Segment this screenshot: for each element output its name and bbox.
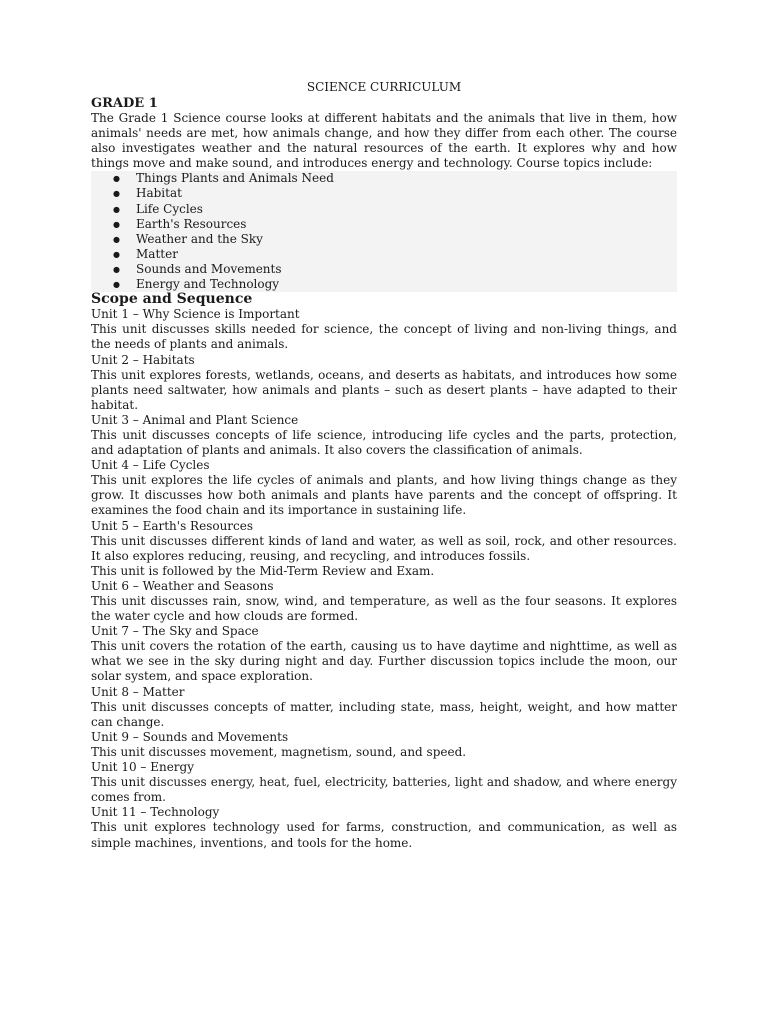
bullet-icon: ● xyxy=(113,234,120,244)
list-item xyxy=(91,277,677,292)
unit-title: Unit 4 – Life Cycles xyxy=(91,458,210,473)
unit-description: This unit discusses movement, magnetism, sound, and speed. xyxy=(91,744,467,759)
bullet-icon: ● xyxy=(113,174,120,184)
bullet-icon: ● xyxy=(113,204,120,214)
unit-3 xyxy=(91,413,677,458)
unit-title: Unit 3 – Animal and Plant Science xyxy=(91,412,299,427)
unit-5 xyxy=(91,519,677,579)
list-item xyxy=(91,186,677,201)
unit-title: Unit 1 – Why Science is Important xyxy=(91,307,300,322)
scope-heading: Scope and Sequence xyxy=(91,291,253,308)
intro-paragraph: The Grade 1 Science course looks at different habitats and the animals that live in them, how animals' needs are met, how animals change, and how they differ from each other. The course also investigates weather and the natural resources of the earth. It explores why and how things move and make sound, and introduces energy and technology. Course topics include: xyxy=(91,111,677,171)
list-item xyxy=(91,247,677,262)
unit-description: This unit explores technology used for farms, construction, and communication, as well as simple machines, inventions, and tools for the home. xyxy=(91,820,677,850)
unit-title: Unit 5 – Earth's Resources xyxy=(91,518,254,533)
bullet-icon: ● xyxy=(113,189,120,199)
unit-title: Unit 9 – Sounds and Movements xyxy=(91,729,289,744)
course-topics-list xyxy=(91,171,677,292)
bullet-icon: ● xyxy=(113,280,120,290)
topic-label: Weather and the Sky xyxy=(136,231,263,246)
unit-6 xyxy=(91,579,677,624)
bullet-icon: ● xyxy=(113,264,120,274)
list-item xyxy=(91,232,677,247)
topic-label: Energy and Technology xyxy=(136,277,280,292)
unit-7 xyxy=(91,624,677,684)
document-page xyxy=(91,78,677,851)
unit-title: Unit 8 – Matter xyxy=(91,684,185,699)
document-title: SCIENCE CURRICULUM xyxy=(306,80,462,94)
unit-8 xyxy=(91,685,677,730)
unit-title: Unit 10 – Energy xyxy=(91,760,195,775)
unit-4 xyxy=(91,458,677,518)
unit-description: This unit covers the rotation of the earth, causing us to have daytime and nighttime, as well as what we see in the sky during night and day. Further discussion topics include the moon, our solar system, and space exploration. xyxy=(91,639,677,684)
unit-11 xyxy=(91,805,677,850)
topic-label: Matter xyxy=(136,246,178,261)
unit-description: This unit explores forests, wetlands, oceans, and deserts as habitats, and introduces how some plants need saltwater, how animals and plants – such as desert plants – have adapted to their habitat. xyxy=(91,367,677,412)
unit-description: This unit discusses different kinds of land and water, as well as soil, rock, and other resources. It also explores reducing, reusing, and recycling, and introduces fossils. xyxy=(91,533,677,563)
topic-label: Sounds and Movements xyxy=(136,261,282,276)
unit-title: Unit 2 – Habitats xyxy=(91,352,195,367)
unit-title: Unit 11 – Technology xyxy=(91,805,220,820)
unit-description: This unit discusses concepts of matter, including state, mass, height, weight, and how matter can change. xyxy=(91,699,677,729)
grade-heading: GRADE 1 xyxy=(91,96,158,111)
unit-1 xyxy=(91,307,677,352)
unit-10 xyxy=(91,760,677,805)
unit-title: Unit 6 – Weather and Seasons xyxy=(91,578,274,593)
list-item xyxy=(91,217,677,232)
bullet-icon: ● xyxy=(113,249,120,259)
unit-description: This unit discusses concepts of life science, introducing life cycles and the parts, protection, and adaptation of plants and animals. It also covers the classification of animals. xyxy=(91,427,677,458)
unit-description: This unit discusses rain, snow, wind, and temperature, as well as the four seasons. It explores the water cycle and how clouds are formed. xyxy=(91,594,677,624)
unit-2 xyxy=(91,353,677,413)
unit-9 xyxy=(91,730,677,760)
list-item xyxy=(91,202,677,217)
unit-description: This unit discusses energy, heat, fuel, electricity, batteries, light and shadow, and where energy comes from. xyxy=(91,775,677,805)
topic-label: Things Plants and Animals Need xyxy=(136,171,334,186)
topic-label: Habitat xyxy=(136,186,182,201)
list-item xyxy=(91,171,677,186)
topic-label: Life Cycles xyxy=(136,201,203,216)
topic-label: Earth's Resources xyxy=(136,216,247,231)
unit-description: This unit explores the life cycles of animals and plants, and how living things change as they grow. It discusses how both animals and plants have parents and the concept of offspring. It examines the food chain and its importance in sustaining life. xyxy=(91,473,677,518)
unit-title: Unit 7 – The Sky and Space xyxy=(91,624,259,639)
list-item xyxy=(91,262,677,277)
unit-description: This unit discusses skills needed for science, the concept of living and non-living things, and the needs of plants and animals. xyxy=(91,322,677,352)
bullet-icon: ● xyxy=(113,219,120,229)
unit-note: This unit is followed by the Mid-Term Review and Exam. xyxy=(91,563,435,578)
